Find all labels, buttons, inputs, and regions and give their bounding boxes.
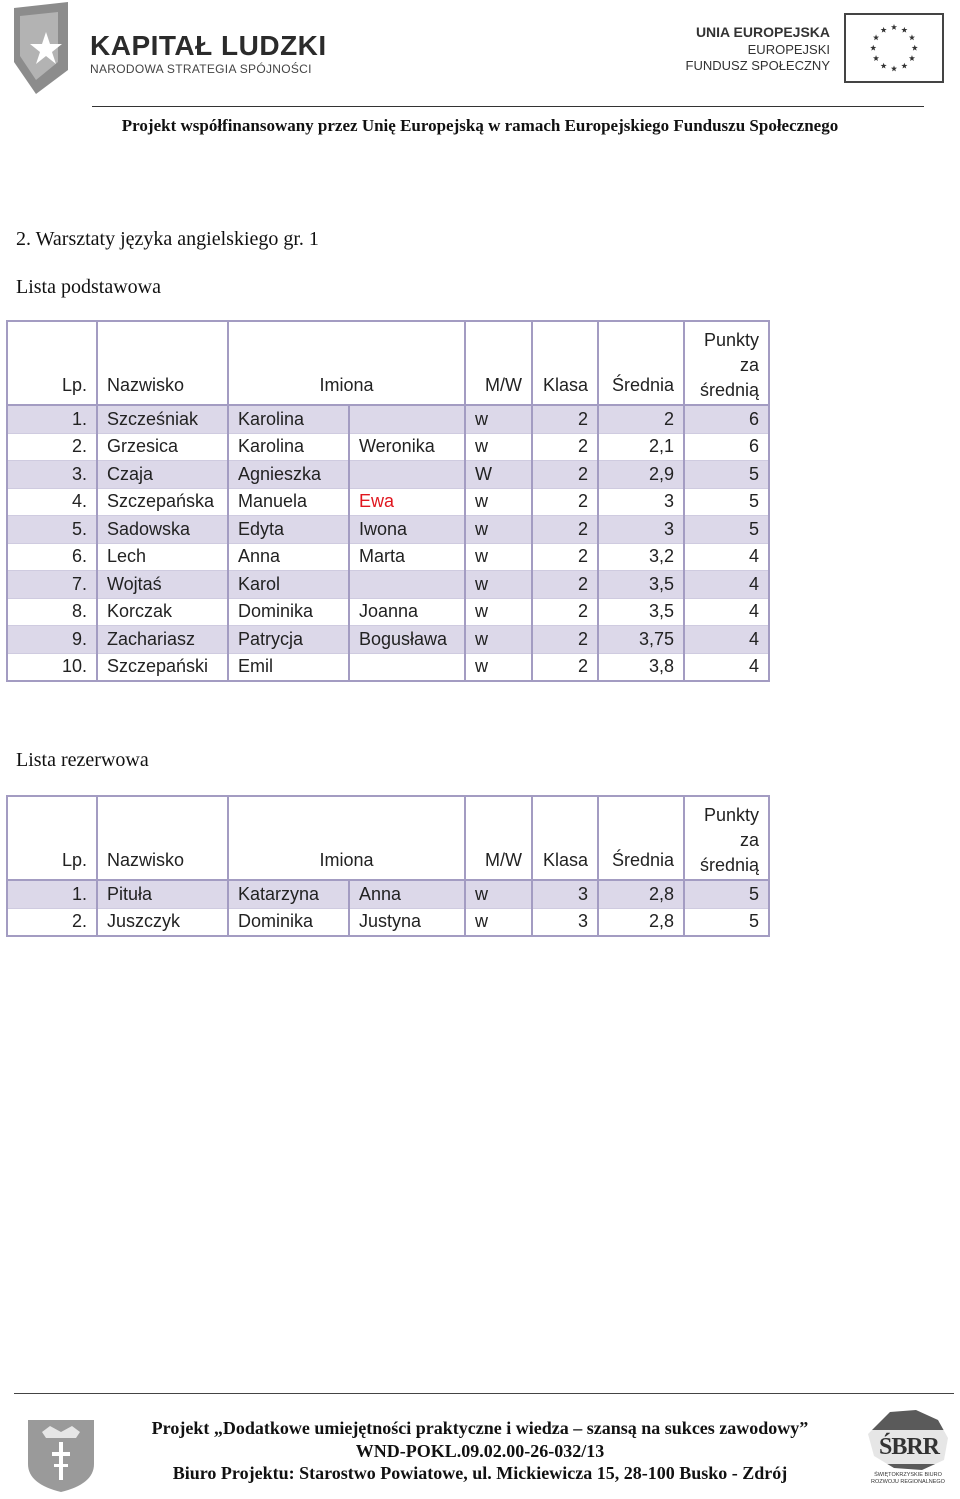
cell-surname: Grzesica [97,433,228,461]
cell-lp: 2. [7,433,97,461]
cofinancing-note: Projekt współfinansowany przez Unię Europejską w ramach Europejskiego Funduszu Społecznego [121,116,839,135]
cell-second-name: Bogusława [349,626,465,654]
reserve-list-table [6,795,770,937]
program-subtitle: NARODOWA STRATEGIA SPÓJNOŚCI [90,62,312,76]
column-header-nazwisko: Nazwisko [97,321,228,405]
cell-srednia: 3,5 [598,571,684,599]
cell-sex: w [465,488,532,516]
cell-second-name: Marta [349,543,465,571]
eu-star-icon [909,34,915,40]
cell-lp: 4. [7,488,97,516]
cell-klasa: 3 [532,908,598,936]
table-header-row [7,796,769,880]
cell-first-name: Agnieszka [228,461,349,489]
cell-first-name: Emil [228,653,349,681]
cell-lp: 1. [7,880,97,908]
column-header-mw: M/W [465,321,532,405]
cell-surname: Pituła [97,880,228,908]
cell-first-name: Karol [228,571,349,599]
cell-second-name [349,405,465,433]
cell-second-name [349,461,465,489]
cell-surname: Czaja [97,461,228,489]
cell-second-name: Joanna [349,598,465,626]
eu-star-icon [881,27,887,33]
cell-surname: Juszczyk [97,908,228,936]
cell-klasa: 2 [532,461,598,489]
cell-punkty: 4 [684,598,769,626]
cell-klasa: 2 [532,543,598,571]
cell-klasa: 2 [532,598,598,626]
cell-klasa: 3 [532,880,598,908]
footer-divider [14,1393,954,1394]
kapital-ludzki-logo [6,2,86,94]
table-row [7,626,769,654]
cell-punkty: 5 [684,880,769,908]
cell-srednia: 3,5 [598,598,684,626]
cell-second-name: Anna [349,880,465,908]
cell-klasa: 2 [532,516,598,544]
cell-klasa: 2 [532,653,598,681]
column-header-punkty-label: Punkty za średnią [699,330,759,400]
cell-first-name: Dominika [228,908,349,936]
header-divider [92,106,924,107]
eu-star-icon [870,45,876,51]
cell-first-name: Dominika [228,598,349,626]
eu-star-icon [891,66,897,72]
cell-srednia: 2 [598,405,684,433]
eu-star-icon [891,24,897,30]
table-row [7,598,769,626]
eu-fund-line1: EUROPEJSKI [747,42,830,57]
cell-sex: w [465,516,532,544]
cell-surname: Szczepańska [97,488,228,516]
cell-srednia: 3,2 [598,543,684,571]
basic-list-table [6,320,770,682]
cell-srednia: 2,9 [598,461,684,489]
footer-project-name: Projekt „Dodatkowe umiejętności praktyczne i wiedza – szansą na sukces zawodowy” [151,1418,809,1438]
eu-star-icon [909,55,915,61]
cell-srednia: 3 [598,488,684,516]
table-row [7,516,769,544]
cell-second-name [349,571,465,599]
cell-srednia: 3,8 [598,653,684,681]
column-header-klasa: Klasa [532,796,598,880]
table-row [7,653,769,681]
cell-first-name: Manuela [228,488,349,516]
section-title: 2. Warsztaty języka angielskiego gr. 1 [16,228,319,250]
cell-sex: W [465,461,532,489]
cell-surname: Sadowska [97,516,228,544]
sbrr-logo [860,1408,956,1494]
cell-first-name: Patrycja [228,626,349,654]
cell-punkty: 5 [684,908,769,936]
cell-punkty: 4 [684,571,769,599]
column-header-punkty-label: Punkty za średnią [699,805,759,875]
column-header-lp: Lp. [7,321,97,405]
cell-surname: Lech [97,543,228,571]
cell-punkty: 5 [684,461,769,489]
cell-second-name [349,653,465,681]
cell-sex: w [465,598,532,626]
cell-first-name: Karolina [228,405,349,433]
eu-star-icon [873,34,879,40]
cell-lp: 6. [7,543,97,571]
cell-first-name: Karolina [228,433,349,461]
column-header-klasa: Klasa [532,321,598,405]
cell-sex: w [465,880,532,908]
sbrr-logo-text: ŚBRR [878,1434,940,1460]
cell-surname: Wojtaś [97,571,228,599]
table-row [7,543,769,571]
cell-lp: 5. [7,516,97,544]
cell-klasa: 2 [532,626,598,654]
cell-lp: 10. [7,653,97,681]
table-header-row [7,321,769,405]
cell-surname: Szcześniak [97,405,228,433]
cell-sex: w [465,405,532,433]
footer-project-number: WND-POKL.09.02.00-26-032/13 [355,1441,605,1461]
eu-star-icon [901,27,907,33]
cell-sex: w [465,908,532,936]
cell-lp: 2. [7,908,97,936]
sbrr-caption: ŚWIĘTOKRZYSKIE BIURO ROZWOJU REGIONALNEGO [871,1472,945,1485]
cell-klasa: 2 [532,433,598,461]
cell-first-name: Katarzyna [228,880,349,908]
cell-surname: Korczak [97,598,228,626]
eu-title: UNIA EUROPEJSKA [695,24,830,40]
cell-lp: 3. [7,461,97,489]
table-row [7,488,769,516]
column-header-srednia: Średnia [598,321,684,405]
eu-star-icon [881,63,887,69]
eu-fund-line2: FUNDUSZ SPOŁECZNY [685,58,830,73]
cell-first-name: Anna [228,543,349,571]
table-row [7,908,769,936]
basic-list-title: Lista podstawowa [16,276,161,298]
cell-srednia: 2,1 [598,433,684,461]
column-header-srednia: Średnia [598,796,684,880]
table-row [7,880,769,908]
cell-lp: 1. [7,405,97,433]
footer-office-address: Biuro Projektu: Starostwo Powiatowe, ul. Mickiewicza 15, 28-100 Busko - Zdrój [172,1463,788,1483]
cell-sex: w [465,571,532,599]
column-header-mw: M/W [465,796,532,880]
table-row [7,433,769,461]
cell-punkty: 6 [684,433,769,461]
cell-srednia: 3 [598,516,684,544]
cell-klasa: 2 [532,405,598,433]
table-row [7,571,769,599]
cell-punkty: 4 [684,653,769,681]
cell-sex: w [465,433,532,461]
cell-second-name: Ewa [349,488,465,516]
table-row [7,405,769,433]
column-header-punkty [684,321,769,405]
eu-star-icon [912,45,918,51]
cell-punkty: 6 [684,405,769,433]
column-header-nazwisko: Nazwisko [97,796,228,880]
cell-second-name: Justyna [349,908,465,936]
cell-sex: w [465,653,532,681]
cell-second-name: Weronika [349,433,465,461]
cell-lp: 8. [7,598,97,626]
cell-punkty: 5 [684,516,769,544]
cell-punkty: 4 [684,626,769,654]
cell-lp: 9. [7,626,97,654]
cell-lp: 7. [7,571,97,599]
cell-second-name: Iwona [349,516,465,544]
column-header-punkty [684,796,769,880]
cell-klasa: 2 [532,488,598,516]
cell-punkty: 4 [684,543,769,571]
cell-sex: w [465,626,532,654]
cell-srednia: 2,8 [598,908,684,936]
eu-star-icon [901,63,907,69]
cell-first-name: Edyta [228,516,349,544]
cell-punkty: 5 [684,488,769,516]
cell-srednia: 2,8 [598,880,684,908]
cell-sex: w [465,543,532,571]
cell-klasa: 2 [532,571,598,599]
column-header-imiona: Imiona [228,321,465,405]
table-row [7,461,769,489]
cell-srednia: 3,75 [598,626,684,654]
program-title: KAPITAŁ LUDZKI [90,30,327,61]
reserve-list-title: Lista rezerwowa [16,749,149,771]
cell-surname: Szczepański [97,653,228,681]
cell-surname: Zachariasz [97,626,228,654]
eu-star-icon [873,55,879,61]
column-header-lp: Lp. [7,796,97,880]
eu-flag-icon [844,13,944,83]
column-header-imiona: Imiona [228,796,465,880]
